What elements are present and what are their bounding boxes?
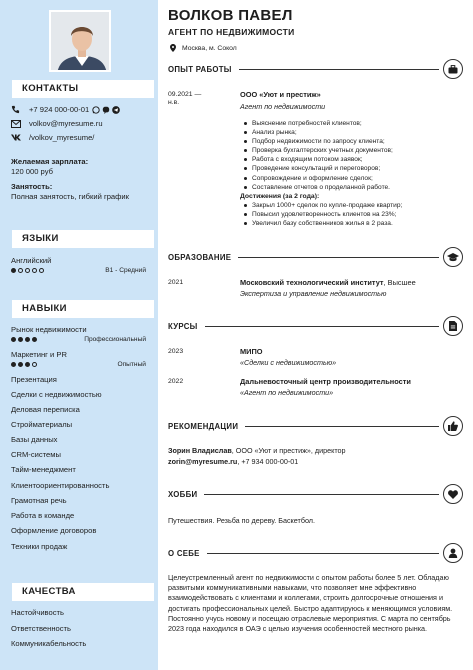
skill-level: Опытный [117,361,146,368]
skill-marketing: Маркетинг и PR [11,350,67,359]
achievements-title: Достижения (за 2 года): [240,192,320,200]
hobbies-title: ХОББИ [168,489,198,499]
skill-level-dots [11,362,37,367]
courses-heading [168,316,463,336]
list-item: Закрыл 1000+ сделок по купле-продаже квартир; [240,201,463,210]
education-degree: , Высшее [383,278,416,287]
recommender-phone: , +7 934 000-00-01 [237,457,299,466]
course-name: «Сделки с недвижимостью» [240,358,337,367]
experience-entry [240,90,463,228]
course-org: МИПО [240,347,263,356]
about-heading [168,543,463,563]
experience-heading [168,59,463,79]
email-row [11,119,103,128]
skill-item: Базы данных [11,435,58,444]
thumbs-up-icon [443,416,463,436]
recommendation-contacts [168,457,298,467]
course-year: 2022 [168,378,184,385]
location [170,44,237,52]
skill-item: Презентация [11,375,57,384]
skill-item: Сделки с недвижимостью [11,390,102,399]
briefcase-icon [443,59,463,79]
achievements-list [240,201,463,228]
institution-name: Московский технологический институт [240,278,384,287]
vk-icon [11,134,29,141]
recommender-details: , ООО «Уют и престиж», директор [231,446,346,455]
education-heading [168,247,463,267]
skills-heading: НАВЫКИ [12,300,154,318]
hobbies-text: Путешествия. Резьба по дереву. Баскетбол. [168,516,315,525]
list-item: Выяснение потребностей клиентов; [240,119,463,128]
phone-icon [11,105,29,114]
skill-item: Деловая переписка [11,405,80,414]
skill-level: Профессиональный [84,336,146,343]
course-entry [240,377,463,397]
skill-item: Тайм-менеджмент [11,465,76,474]
skill-real-estate-market: Рынок недвижимости [11,325,87,334]
about-text: Целеустремленный агент по недвижимости с опытом работы более 5 лет. Обладаю развитыми коммуникативными навыками, что позволяет мне эффективно взаимодействовать с клиентами и коллегами, строить долгосрочные отношения и достигать профессиональных целей. Быстро адаптируюсь к меняющимся условиям. Постоянно учусь новому и посещаю отраслевые мероприятия. С марта по сентябрь 2023 года находился в ОАЭ с целью изучения особенностей местного рынка. [168,573,453,634]
quality-item: Настойчивость [11,608,64,617]
whatsapp-icon[interactable] [92,106,100,114]
list-item: Проведение консультаций и переговоров; [240,164,463,173]
quality-item: Ответственность [11,624,71,633]
profile-photo [49,10,111,72]
vk-text[interactable]: /volkov_myresume/ [29,133,95,142]
salary-label: Желаемая зарплата: [11,157,89,166]
main-content [168,0,465,670]
list-item: Анализ рынка; [240,128,463,137]
list-item: Составление отчетов о проделанной работе. [240,183,463,192]
duties-list [240,119,463,192]
education-title: ОБРАЗОВАНИЕ [168,252,232,262]
company-name: ООО «Уют и престиж» [240,90,321,99]
course-year: 2023 [168,348,184,355]
candidate-position: АГЕНТ ПО НЕДВИЖИМОСТИ [168,27,295,37]
skill-item: Техники продаж [11,542,68,551]
recommendations-heading [168,416,463,436]
course-org: Дальневосточный центр производительности [240,377,411,386]
language-name: Английский [11,256,52,265]
skill-level-dots [11,337,37,342]
skill-item: Клиентоориентированность [11,481,110,490]
list-item: Проверка бухгалтерских учетных документов; [240,146,463,155]
heart-icon [443,484,463,504]
education-specialty: Экспертиза и управление недвижимостью [240,289,387,298]
list-item: Работа с входящим потоком заявок; [240,155,463,164]
education-year: 2021 [168,279,184,286]
list-item: Сопровождение и оформление сделок; [240,174,463,183]
list-item: Подбор недвижимости по запросу клиента; [240,137,463,146]
skill-item: Оформление договоров [11,526,97,535]
experience-date-to: н.в. [168,99,180,106]
about-title: О СЕБЕ [168,548,200,558]
course-name: «Агент по недвижимости» [240,388,334,397]
location-pin-icon [170,44,176,52]
telegram-icon[interactable] [112,106,120,114]
employment-label: Занятость: [11,182,53,191]
email-text[interactable]: volkov@myresume.ru [29,119,103,128]
qualities-heading: КАЧЕСТВА [12,583,154,601]
person-icon [443,543,463,563]
phone-row [11,105,120,114]
employment-value: Полная занятость, гибкий график [11,192,129,201]
education-entry [240,278,463,298]
location-text: Москва, м. Сокол [182,44,237,52]
skill-item: CRM-системы [11,450,61,459]
course-entry [240,347,463,367]
experience-title: ОПЫТ РАБОТЫ [168,64,232,74]
recommender-email[interactable]: zorin@myresume.ru [168,457,238,466]
recommender-name: Зорин Владислав [168,446,232,455]
sidebar [0,0,158,670]
experience-date-from: 09.2021 — [168,91,202,98]
contacts-heading: КОНТАКТЫ [12,80,154,98]
courses-title: КУРСЫ [168,321,198,331]
quality-item: Коммуникабельность [11,639,87,648]
languages-heading: ЯЗЫКИ [12,230,154,248]
phone-text[interactable]: +7 924 000-00-01 [29,105,90,114]
hobbies-heading [168,484,463,504]
skill-item: Работа в команде [11,511,75,520]
list-item: Увеличил базу собственников жилья в 2 раза. [240,219,463,228]
language-level-dots [11,268,44,273]
skill-item: Стройматериалы [11,420,73,429]
envelope-icon [11,120,29,128]
list-item: Повысил удовлетворенность клиентов на 23%; [240,210,463,219]
viber-icon[interactable] [102,106,110,114]
job-role: Агент по недвижимости [240,102,326,111]
recommendations-title: РЕКОМЕНДАЦИИ [168,421,239,431]
document-icon [443,316,463,336]
recommendation-person [168,446,346,456]
skill-item: Грамотная речь [11,496,67,505]
graduation-cap-icon [443,247,463,267]
candidate-name: ВОЛКОВ ПАВЕЛ [168,7,293,24]
vk-row [11,133,94,142]
language-level: B1 - Средний [105,267,146,274]
salary-value: 120 000 руб [11,167,53,176]
